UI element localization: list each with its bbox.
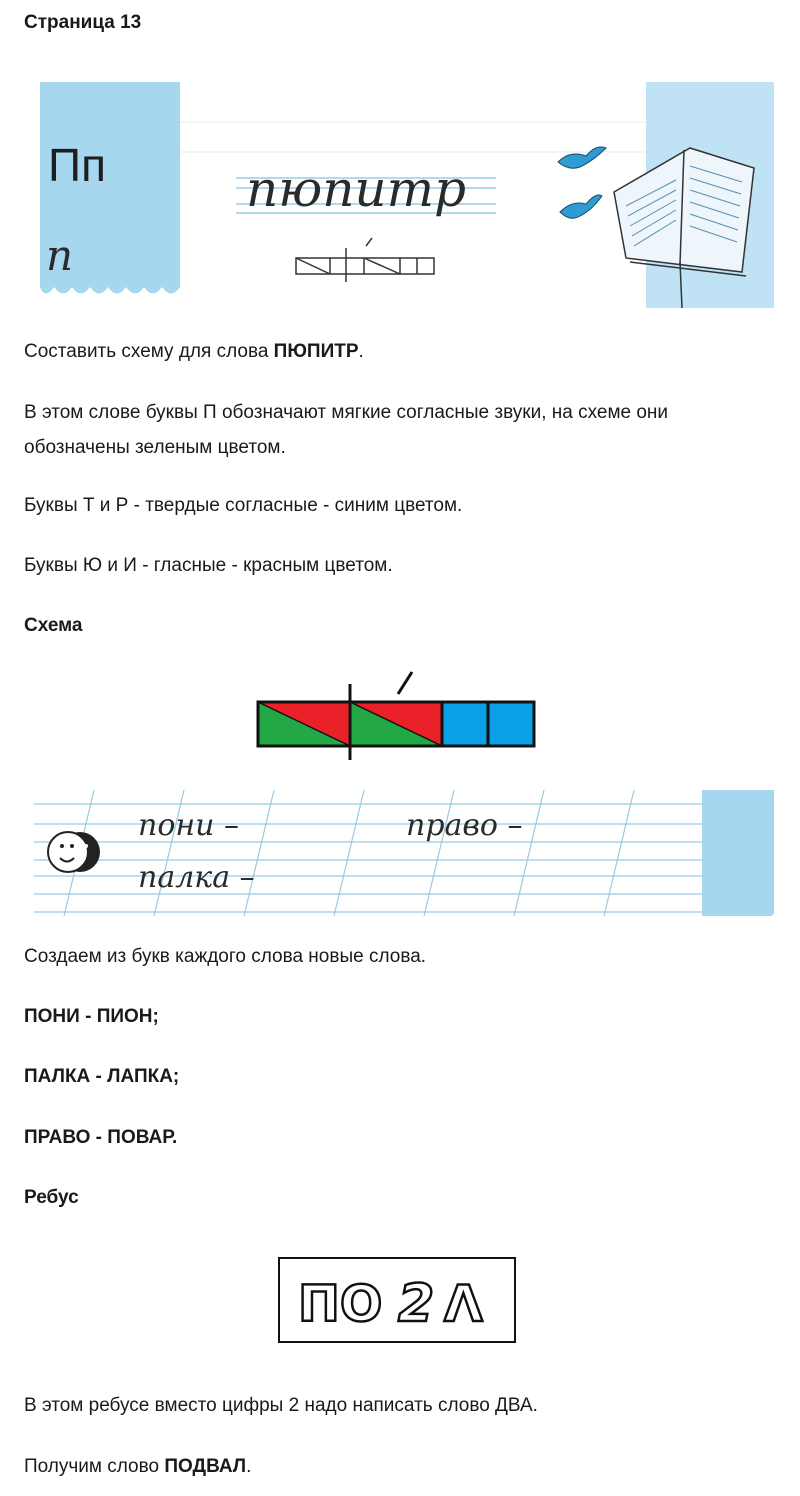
rebus-letter-l: Λ	[444, 1275, 483, 1333]
word-pair-3: ПРАВО - ПОВАР.	[24, 1127, 178, 1148]
cursive-word-poni: пони –	[138, 808, 240, 843]
task-paragraph	[24, 335, 784, 369]
cursive-word: пюпитр	[246, 160, 467, 218]
task-suffix: .	[358, 341, 364, 362]
schema-cell-3	[442, 702, 488, 746]
hard-consonants-paragraph: Буквы Т и Р - твердые согласные - синим цветом.	[24, 495, 463, 516]
letter-illustration-svg	[30, 82, 774, 308]
smiley-face-icon	[48, 832, 100, 872]
task-word: ПЮПИТР	[273, 341, 359, 362]
word-schema	[250, 668, 542, 764]
answer-paragraph	[24, 1450, 784, 1484]
task-prefix: Составить схему для слова	[24, 341, 274, 362]
stress-mark	[398, 672, 412, 694]
word-pair-1: ПОНИ - ПИОН;	[24, 1006, 159, 1027]
rebus-box	[278, 1257, 516, 1343]
word-pair-2: ПАЛКА - ЛАПКА;	[24, 1066, 180, 1087]
letter-illustration	[30, 82, 774, 308]
notebook-illustration	[34, 790, 774, 916]
soft-consonants-paragraph: В этом слове буквы П обозначают мягкие согласные звуки, на схеме они обозначены зеленым цветом.	[24, 402, 669, 458]
create-words-paragraph: Создаем из букв каждого слова новые слова.	[24, 946, 427, 967]
page-title: Страница 13	[24, 12, 142, 33]
schema-heading: Схема	[24, 615, 83, 636]
rebus-heading: Ребус	[24, 1187, 79, 1208]
cursive-word-palka: палка –	[138, 860, 255, 895]
rebus-digit: 2	[398, 1274, 435, 1334]
answer-word: ПОДВАЛ	[164, 1456, 247, 1477]
script-letter: п	[46, 231, 74, 280]
print-letters: Пп	[48, 139, 106, 191]
answer-suffix: .	[246, 1456, 252, 1477]
rebus-explanation: В этом ребусе вместо цифры 2 надо написать слово ДВА.	[24, 1395, 538, 1416]
answer-prefix: Получим слово	[24, 1456, 165, 1477]
vowels-paragraph: Буквы Ю и И - гласные - красным цветом.	[24, 555, 393, 576]
schema-cell-4	[488, 702, 534, 746]
cursive-word-pravo: право –	[406, 808, 523, 843]
rebus-letters: ПО	[298, 1275, 383, 1333]
